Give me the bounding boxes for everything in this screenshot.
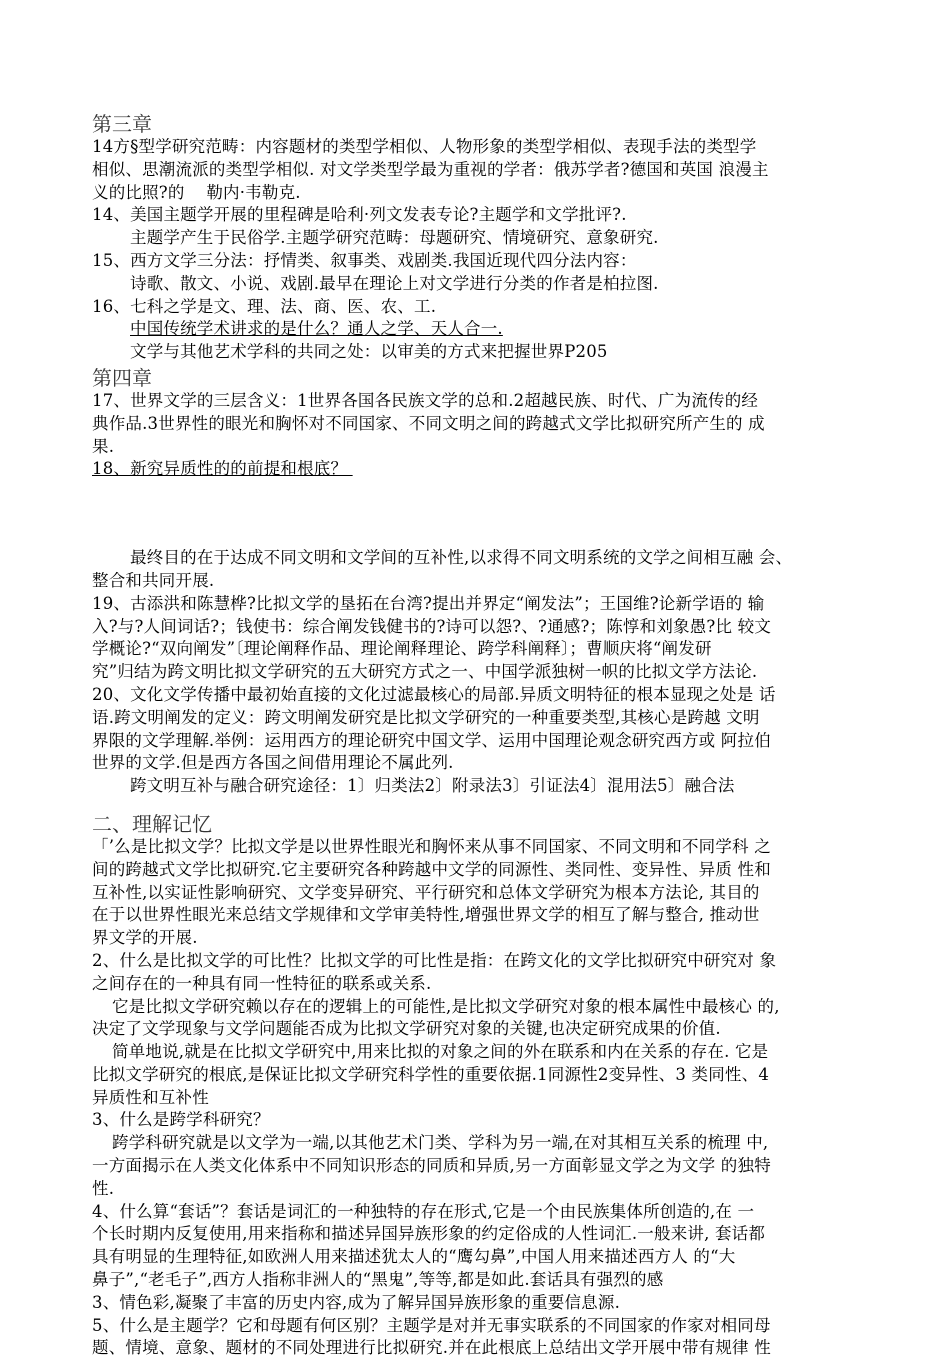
text-line: 入?与?人间词话?；钱使书：综合阐发钱健书的?诗可以怨?、?通感?；陈惇和刘象愚?比 较文	[92, 616, 772, 636]
text-line	[92, 318, 872, 341]
text-line: 究”归结为跨文明比拟文学研究的五大研究方式之一、中国学派独树一帜的比拟文学方法论.	[92, 662, 758, 682]
underlined-question: 18、新究异质性的的前提和根底？	[92, 459, 353, 479]
text-line: 决定了文学现象与文学问题能否成为比拟文学研究对象的关键,也决定研究成果的价值.	[92, 1019, 721, 1039]
text-line: 一方面揭示在人类文化体系中不同知识形态的同质和异质,另一方面彰显文学之为文学 的独特	[92, 1156, 771, 1176]
text-line: 5、什么是主题学？它和母题有何区别？主题学是对并无事实联系的不同国家的作家对相同母	[92, 1315, 771, 1335]
text-line: 4、什么算“套话”？套话是词汇的一种独特的存在形式,它是一个由民族集体所创造的,在 一	[92, 1201, 755, 1221]
blank-space	[92, 798, 872, 810]
text-line: 性.	[92, 1178, 115, 1198]
text-line: 世界的文学.但是西方各国之间借用理论不属此列.	[92, 753, 454, 773]
text-line: 界限的文学理解.举例：运用西方的理论研究中国文学、运用中国理论观念研究西方或 阿拉伯	[92, 730, 771, 750]
text-line: 主题学产生于民俗学.主题学研究范畴：母题研究、情境研究、意象研究.	[130, 228, 659, 248]
text-line: 跨文明互补与融合研究途径：1〕归类法2〕附录法3〕引证法4〕混用法5〕融合法	[130, 776, 735, 796]
text-line: 具有明显的生理特征,如欧洲人用来描述犹太人的“鹰勾鼻”,中国人用来描述西方人 的“大	[92, 1247, 736, 1267]
text-line: 整合和共同开展.	[92, 570, 215, 590]
text-line: 跨学科研究就是以文学为一端,以其他艺术门类、学科为另一端,在对其相互关系的梳理 中,	[112, 1133, 769, 1153]
text-line: 最终目的在于达成不同文明和文学间的互补性,以求得不同文明系统的文学之间相互融 会、	[130, 548, 793, 568]
part-two-heading: 二、理解记忆	[92, 811, 212, 836]
text-line: 16、七科之学是文、理、法、商、医、农、工.	[92, 296, 437, 316]
text-line: 互补性,以实证性影响研究、文学变异研究、平行研究和总体文学研究为根本方法论, 其目的	[92, 882, 760, 902]
chapter-three-heading: 第三章	[92, 112, 152, 136]
underlined-question: 中国传统学术讲求的是什么？通人之学、天人合一.	[130, 319, 503, 339]
text-line: 鼻子”,“老毛子”,西方人指称非洲人的“黑鬼”,等等,都是如此.套话具有强烈的感	[92, 1270, 664, 1290]
text-line: 19、古添洪和陈慧桦?比拟文学的垦拓在台湾?提出并界定“阐发法”；王国维?论新学语的 输	[92, 593, 765, 613]
text-line: 题、情境、意象、题材的不同处理进行比拟研究.并在此根底上总结出文学开展中带有规律 性	[92, 1338, 771, 1358]
text-line: 它是比拟文学研究赖以存在的逻辑上的可能性,是比拟文学研究对象的根本属性中最核心 的,	[112, 996, 780, 1016]
chapter-four-heading: 第四章	[92, 365, 152, 390]
text-line: 诗歌、散文、小说、戏剧.最早在理论上对文学进行分类的作者是柏拉图.	[130, 273, 659, 293]
text-line: 学概论?“双向阐发”〔理论阐释作品、理论阐释理论、跨学科阐释〕；曹顺庆将“阐发研	[92, 639, 712, 659]
text-line: 3、情色彩,凝聚了丰富的历史内容,成为了解异国异族形象的重要信息源.	[92, 1292, 621, 1312]
text-line: 语.跨文明阐发的定义：跨文明阐发研究是比拟文学研究的一种重要类型,其核心是跨越 文明	[92, 707, 760, 727]
text-line: 20、文化文学传播中最初始直接的文化过滤最核心的局部.异质文明特征的根本显现之处是 话	[92, 684, 776, 704]
text-line: 简单地说,就是在比拟文学研究中,用来比拟的对象之间的外在联系和内在关系的存在. 它是	[112, 1042, 769, 1062]
text-line: 果.	[92, 436, 115, 456]
text-line: 2、什么是比拟文学的可比性？比拟文学的可比性是指：在跨文化的文学比拟研究中研究对 象	[92, 950, 777, 970]
text-line: 3、什么是跨学科研究？	[92, 1110, 270, 1130]
text-line: 15、西方文学三分法：抒情类、叙事类、戏剧类.我国近现代四分法内容：	[92, 250, 637, 270]
text-line: 「’么是比拟文学？比拟文学是以世界性眼光和胸怀来从事不同国家、不同文明和不同学科 之	[92, 836, 771, 856]
text-line: 文学与其他艺术学科的共同之处：以审美的方式来把握世界P205	[130, 342, 608, 362]
text-line: 比拟文学研究的根底,是保证比拟文学研究科学性的重要依据.1同源性2变异性、3 类同性、4	[92, 1064, 770, 1084]
text-line: 典作品.3世界性的眼光和胸怀对不同国家、不同文明之间的跨越式文学比拟研究所产生的 成	[92, 413, 765, 433]
blank-space	[92, 481, 872, 547]
text-line: 界文学的开展.	[92, 928, 198, 948]
text-line: 17、世界文学的三层含义：1世界各国各民族文学的总和.2超越民族、时代、广为流传的经	[92, 390, 759, 410]
text-line	[92, 458, 872, 481]
text-line: 异质性和互补性	[92, 1087, 209, 1107]
text-line: 之间存在的一种具有同一性特征的联系或关系.	[92, 973, 432, 993]
text-line: 14、美国主题学开展的里程碑是哈利·列文发表专论?主题学和文学批评?.	[92, 205, 627, 225]
text-line: 在于以世界性眼光来总结文学规律和文学审美特性,增强世界文学的相互了解与整合, 推动世	[92, 905, 760, 925]
text-line: 间的跨越式文学比拟研究.它主要研究各种跨越中文学的同源性、类同性、变异性、异质 性和	[92, 859, 771, 879]
document-page	[92, 110, 872, 1360]
text-line: 个长时期内反复使用,用来指称和描述异国异族形象的约定俗成的人性词汇.一般来讲, 套话都	[92, 1224, 766, 1244]
text-line: 义的比照?的 勒内·韦勒克.	[92, 182, 301, 202]
text-line: 相似、思潮流派的类型学相似. 对文学类型学最为重视的学者：俄苏学者?德国和英国 浪漫主	[92, 159, 769, 179]
text-line: 14方§型学研究范畴：内容题材的类型学相似、人物形象的类型学相似、表现手法的类型学	[92, 137, 757, 156]
